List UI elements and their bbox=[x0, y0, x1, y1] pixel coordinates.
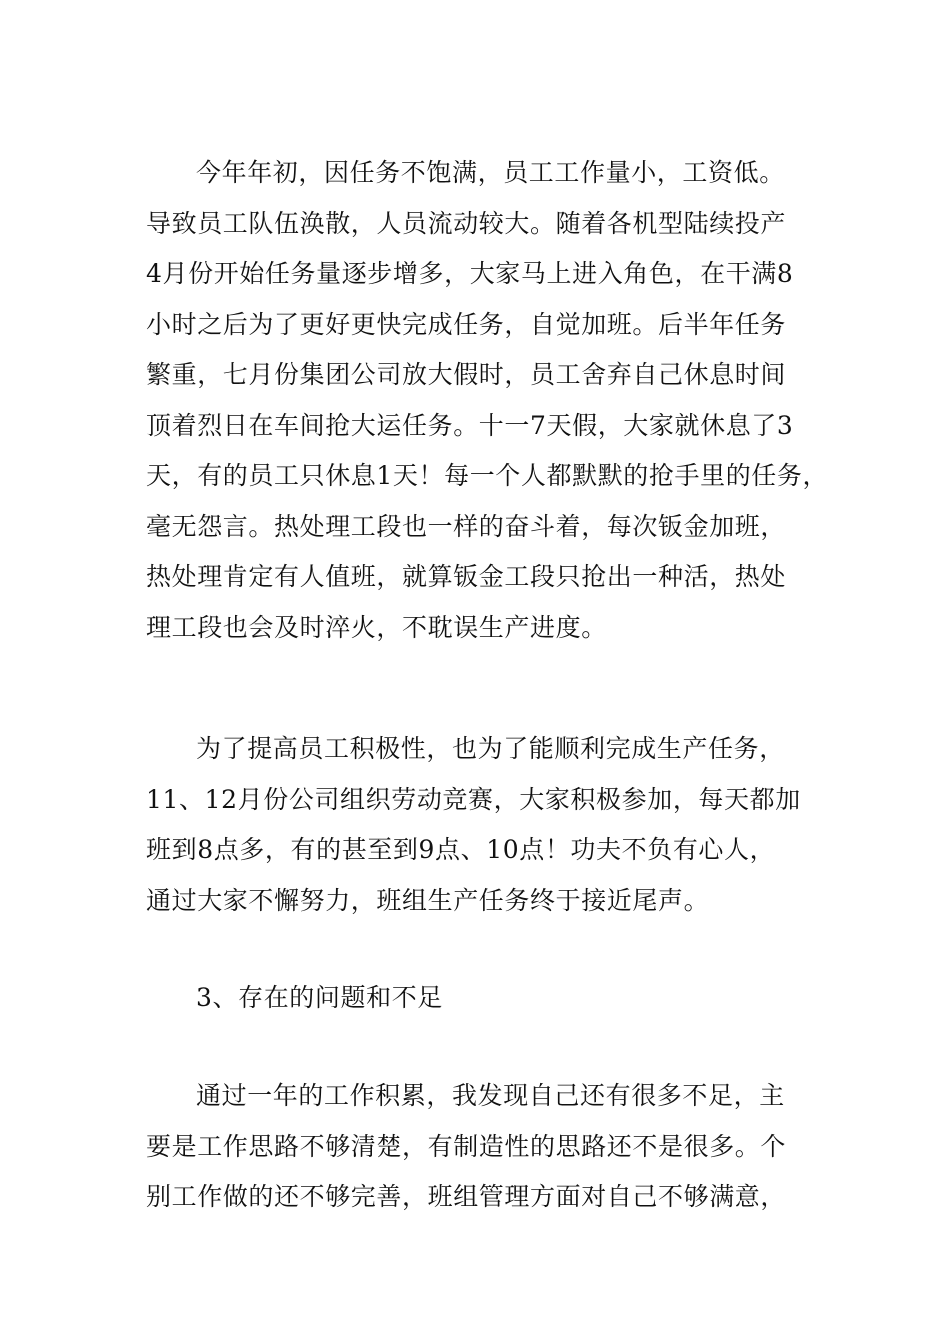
text-line: 别工作做的还不够完善，班组管理方面对自己不够满意， bbox=[146, 1182, 787, 1211]
text-line: 毫无怨言。热处理工段也一样的奋斗着，每次钣金加班， bbox=[146, 511, 787, 541]
text-line: 为了提高员工积极性，也为了能顺利完成生产任务， bbox=[196, 734, 785, 763]
section-heading-text: 3、存在的问题和不足 bbox=[196, 983, 443, 1012]
text-line: 通过一年的工作积累，我发现自己还有很多不足，主 bbox=[196, 1081, 785, 1110]
text-line: 班到8点多，有的甚至到9点、10点！功夫不负有心人， bbox=[146, 835, 776, 864]
text-line: 热处理肯定有人值班，就算钣金工段只抢出一种活，热处 bbox=[146, 562, 787, 591]
text-line: 4月份开始任务量逐步增多，大家马上进入角色，在干满8 bbox=[146, 259, 794, 288]
text-line: 理工段也会及时淬火，不耽误生产进度。 bbox=[146, 612, 607, 642]
text-line: 顶着烈日在车间抢大运任务。十一7天假，大家就休息了3 bbox=[146, 410, 794, 440]
text-line: 11、12月份公司组织劳动竞赛，大家积极参加，每天都加 bbox=[146, 784, 801, 814]
text-line: 今年年初，因任务不饱满，员工工作量小，工资低。 bbox=[196, 158, 785, 187]
section-heading bbox=[146, 973, 836, 1024]
text-line: 导致员工队伍涣散，人员流动较大。随着各机型陆续投产 bbox=[146, 208, 787, 238]
text-line: 天，有的员工只休息1天！每一个人都默默的抢手里的任务， bbox=[146, 461, 829, 490]
paragraph-work-summary bbox=[146, 148, 836, 653]
text-line: 小时之后为了更好更快完成任务，自觉加班。后半年任务 bbox=[146, 309, 787, 339]
text-line: 繁重，七月份集团公司放大假时，员工舍弃自己休息时间 bbox=[146, 360, 787, 389]
text-line: 通过大家不懈努力，班组生产任务终于接近尾声。 bbox=[146, 885, 710, 915]
text-line: 要是工作思路不够清楚，有制造性的思路还不是很多。个 bbox=[146, 1131, 787, 1161]
paragraph-shortcomings bbox=[146, 1071, 836, 1223]
paragraph-labor-competition bbox=[146, 724, 836, 926]
